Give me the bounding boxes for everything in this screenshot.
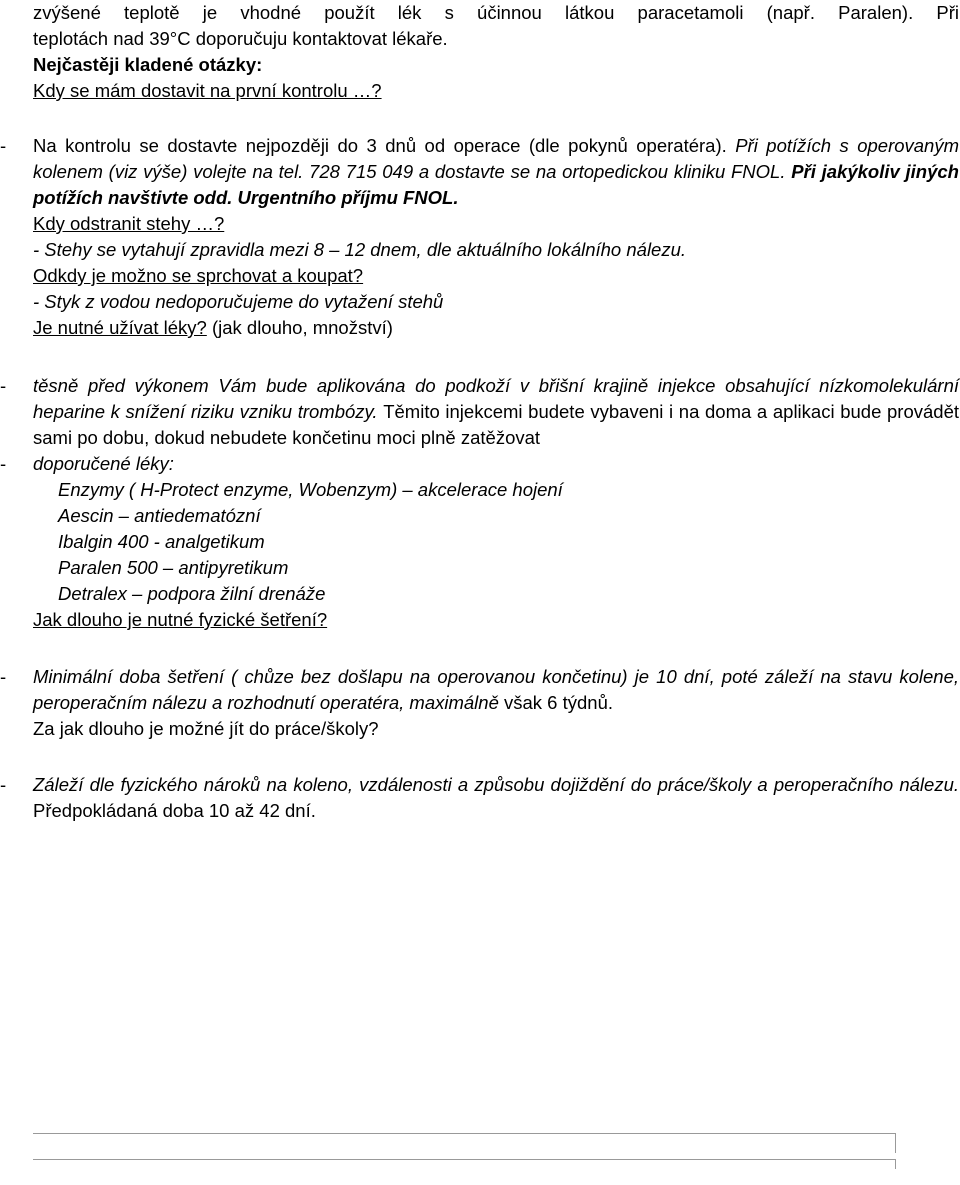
answer-first-checkup xyxy=(0,133,960,211)
answer-physical-rest-italic: Minimální doba šetření ( chůze bez došlapu na operovanou končetinu) je 10 dní, poté záleží na stavu kolene, peroperačním nálezu a rozhodnutí operatéra, maximálně xyxy=(33,666,959,713)
answer-shower: - Styk z vodou nedoporučujeme do vytažení stehů xyxy=(33,291,444,312)
answer-first-checkup-bold: Při jakýkoliv jiných potížích navštivte odd. Urgentního příjmu FNOL. xyxy=(33,161,959,208)
drug-list-item: Paralen 500 – antipyretikum xyxy=(58,557,289,578)
answer-return-to-work-normal: Předpokládaná doba 10 až 42 dní. xyxy=(33,800,316,821)
faq-heading: Nejčastěji kladené otázky: xyxy=(33,54,263,75)
question-return-to-work: Za jak dlouho je možné jít do práce/školy? xyxy=(33,718,379,739)
question-first-checkup: Kdy se mám dostavit na první kontrolu …? xyxy=(33,80,382,101)
footer-line-top xyxy=(33,1133,895,1134)
footer-tick-bottom xyxy=(895,1159,896,1169)
bullet-dash: - xyxy=(0,666,7,687)
bullet-dash: - xyxy=(0,774,7,795)
bullet-dash: - xyxy=(0,135,7,156)
footer-rule xyxy=(33,1133,897,1165)
drug-list-item: Ibalgin 400 - analgetikum xyxy=(58,531,265,552)
medication-injection-italic: těsně před výkonem Vám bude aplikována do podkoží v břišní krajině injekce obsahující nízkomolekulární heparine k snížení riziku vzniku trombózy. xyxy=(33,375,959,422)
drug-list-item: Enzymy ( H-Protect enzyme, Wobenzym) – akcelerace hojení xyxy=(58,479,563,500)
bullet-dash: - xyxy=(0,375,7,396)
intro-line-2: teplotách nad 39°C doporučuju kontaktovat lékaře. xyxy=(33,28,448,49)
question-stitches: Kdy odstranit stehy …? xyxy=(33,213,225,234)
drug-list-item: Detralex – podpora žilní drenáže xyxy=(58,583,326,604)
answer-physical-rest-normal: však 6 týdnů. xyxy=(504,692,614,713)
drug-list xyxy=(58,477,959,607)
footer-line-bottom xyxy=(33,1159,895,1160)
answer-first-checkup-normal: Na kontrolu se dostavte nejpozději do 3 dnů od operace (dle pokynů operatéra). xyxy=(33,135,736,156)
answer-first-checkup-italic: Při potížích s operovaným kolenem (viz výše) volejte na tel. 728 715 049 a dostavte se na ortopedickou kliniku FNOL. xyxy=(33,135,960,182)
drug-list-item: Aescin – antiedematózní xyxy=(58,505,261,526)
question-shower: Odkdy je možno se sprchovat a koupat? xyxy=(33,265,364,286)
answer-stitches: - Stehy se vytahují zpravidla mezi 8 – 12 dnem, dle aktuálního lokálního nálezu. xyxy=(33,239,687,260)
answer-return-to-work-italic: Záleží dle fyzického nároků na koleno, vzdálenosti a způsobu dojiždění do práce/školy a peroperačního nálezu. xyxy=(33,774,959,795)
medication-item-recommended xyxy=(0,451,959,477)
question-medication-underlined: Je nutné užívat léky? xyxy=(33,317,207,338)
medication-injection-normal: Těmito injekcemi budete vybaveni i na doma a aplikaci bude provádět sami po dobu, dokud nebudete končetinu moci plně xyxy=(33,401,959,448)
medication-item-injection xyxy=(0,373,959,451)
footer-tick-top xyxy=(895,1133,896,1153)
question-medication-rest: (jak dlouho, množství) xyxy=(206,317,393,338)
answer-return-to-work xyxy=(0,772,959,824)
question-medication xyxy=(33,315,959,341)
intro-line-1: zvýšené teplotě je vhodné použít lék s účinnou látkou paracetamoli (např. Paralen). Při xyxy=(33,2,959,23)
recommended-drugs-label: doporučené léky: xyxy=(33,453,174,474)
question-physical-rest: Jak dlouho je nutné fyzické šetření? xyxy=(33,609,328,630)
medication-injection-tail: zatěžovat xyxy=(460,427,541,448)
bullet-dash: - xyxy=(0,453,7,474)
answer-physical-rest xyxy=(0,664,959,716)
